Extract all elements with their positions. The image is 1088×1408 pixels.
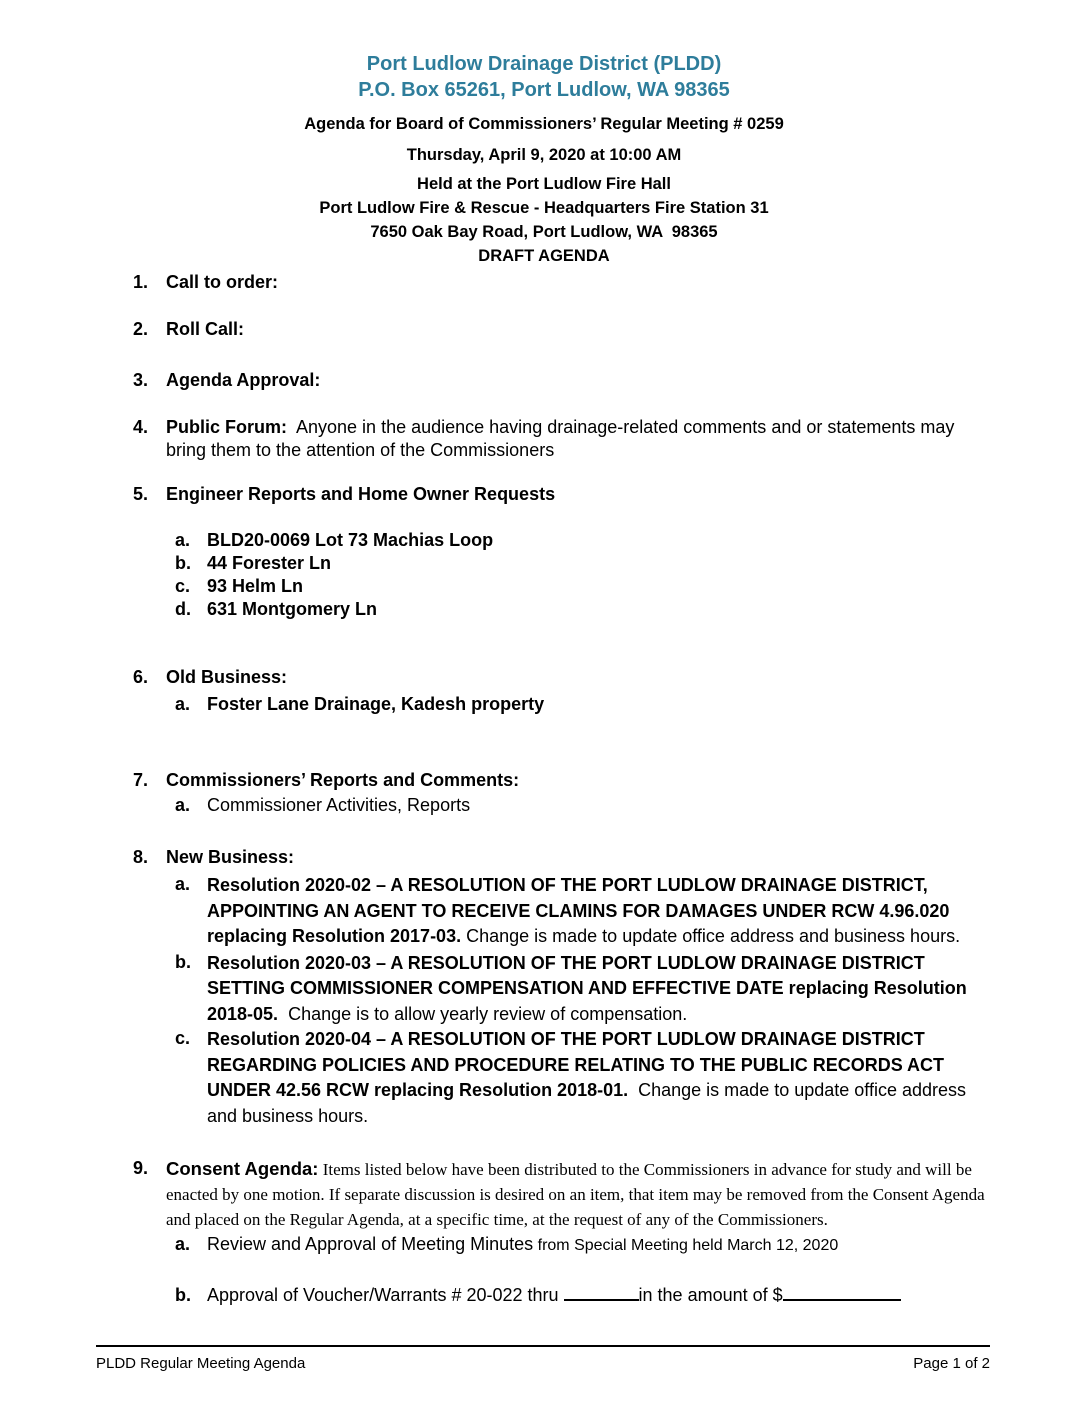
subitem-letter: c. (175, 576, 191, 596)
item-body: Anyone in the audience having drainage-related comments and or statements may bring them to the attention of the Commissioners (166, 417, 960, 460)
footer-document-title: PLDD Regular Meeting Agenda (96, 1355, 306, 1372)
agenda-item-9 (133, 1157, 1088, 1232)
fill-in-blank-amount (783, 1285, 901, 1301)
item-number: 2. (133, 319, 149, 339)
document-header (0, 0, 1088, 268)
footer-page-number: Page 1 of 2 (913, 1355, 990, 1372)
minutes-text: Review and Approval of Meeting Minutes (207, 1234, 534, 1254)
agenda-subitem-9a (175, 1233, 1088, 1257)
item-number: 4. (133, 417, 149, 437)
subitem-letter: c. (175, 1028, 191, 1048)
subitem-letter: a. (175, 874, 191, 894)
agenda-body (0, 271, 1088, 1307)
subitem-letter: a. (175, 694, 191, 714)
resolution-title: Resolution 2020-03 – A RESOLUTION OF THE PORT LUDLOW DRAINAGE DISTRICT SETTING COMMISSIONER COMPENSATION AND EFFECTIVE DATE replacing Resolution 2018-05. (207, 952, 972, 1024)
agenda-item-5-subitems (0, 529, 1088, 621)
subitem-letter: b. (175, 1285, 191, 1305)
agenda-subitem-5c (175, 575, 1088, 598)
resolution-title: Resolution 2020-02 – A RESOLUTION OF THE PORT LUDLOW DRAINAGE DISTRICT, APPOINTING AN AGENT TO RECEIVE CLAMINS FOR DAMAGES UNDER RCW 4.96.020 replacing Resolution 2017-03. (207, 875, 955, 946)
item-number: 5. (133, 484, 149, 504)
subitem-text (207, 873, 988, 950)
subitem-text: Foster Lane Drainage, Kadesh property (207, 694, 545, 714)
agenda-item-4 (133, 416, 1088, 462)
meeting-datetime: Thursday, April 9, 2020 at 10:00 AM (406, 146, 682, 164)
agenda-subitem-7a (175, 794, 1088, 817)
resolution-title: Resolution 2020-04 – A RESOLUTION OF THE PORT LUDLOW DRAINAGE DISTRICT REGARDING POLICIES AND PROCEDURE RELATING TO THE PUBLIC RECORDS ACT UNDER 42.56 RCW replacing Resolution 2018-01. (207, 1029, 950, 1100)
subitem-letter: a. (175, 795, 191, 815)
subitem-letter: b. (175, 951, 191, 972)
resolution-note: Change is made to update office address and business hours. (207, 1080, 972, 1126)
location-line-3: 7650 Oak Bay Road, Port Ludlow, WA 98365 (370, 223, 718, 241)
subitem-text: 44 Forester Ln (207, 553, 332, 573)
item-heading: Roll Call: (166, 319, 245, 339)
subitem-text: 93 Helm Ln (207, 576, 304, 596)
item-heading: Commissioners’ Reports and Comments: (166, 770, 520, 790)
fill-in-blank-warrant-number (564, 1285, 639, 1301)
voucher-text: Approval of Voucher/Warrants # 20-022 thru (207, 1285, 564, 1305)
agenda-subitem-5d (175, 598, 1088, 621)
agenda-item-5 (133, 483, 1088, 506)
subitem-letter: b. (175, 553, 191, 573)
subitem-text: BLD20-0069 Lot 73 Machias Loop (207, 530, 494, 550)
agenda-item-2 (133, 318, 1088, 341)
agenda-subitem-8b (175, 951, 1088, 1028)
item-number: 9. (133, 1158, 149, 1178)
item-heading: Consent Agenda: (166, 1158, 319, 1179)
item-text (166, 1157, 988, 1232)
resolution-note: Change is to allow yearly review of compensation. (278, 1003, 688, 1024)
item-heading: Engineer Reports and Home Owner Requests (166, 484, 556, 504)
agenda-subitem-5b (175, 552, 1088, 575)
subitem-text (207, 951, 988, 1028)
subitem-letter: a. (175, 1234, 191, 1254)
item-number: 8. (133, 847, 149, 867)
item-heading: Agenda Approval: (166, 370, 321, 390)
minutes-detail: from Special Meeting held March 12, 2020 (533, 1237, 839, 1254)
item-number: 7. (133, 770, 149, 790)
subitem-text (207, 1027, 988, 1129)
item-heading: Call to order: (166, 272, 279, 292)
subitem-text: Commissioner Activities, Reports (207, 795, 471, 815)
agenda-subitem-8a (175, 873, 1088, 950)
item-heading: New Business: (166, 847, 295, 867)
subitem-letter: d. (175, 599, 191, 619)
item-body: Items listed below have been distributed to the Commissioners in advance for study and will be enacted by one motion. If separate discussion is desired on an item, that item may be removed from the Consent Agenda and placed on the Regular Agenda, at a specific time, at the request of any of the Commissioners. (166, 1160, 989, 1229)
item-number: 1. (133, 272, 149, 292)
subitem-text (207, 1284, 988, 1307)
location-line-1: Held at the Port Ludlow Fire Hall (417, 175, 671, 193)
agenda-item-6 (133, 666, 1088, 689)
item-number: 6. (133, 667, 149, 687)
agenda-item-7 (133, 769, 1088, 792)
item-heading: Old Business: (166, 667, 288, 687)
agenda-item-8 (133, 846, 1088, 869)
agenda-subitem-6a (175, 693, 1088, 716)
meeting-title: Agenda for Board of Commissioners’ Regular Meeting # 0259 (304, 115, 784, 133)
item-text (166, 416, 986, 462)
item-number: 3. (133, 370, 149, 390)
agenda-subitem-8c (175, 1027, 1088, 1129)
org-address: P.O. Box 65261, Port Ludlow, WA 98365 (358, 79, 730, 101)
agenda-item-1 (133, 271, 1088, 294)
subitem-text (207, 1233, 988, 1257)
resolution-note: Change is made to update office address and business hours. (461, 926, 961, 946)
agenda-subitem-5a (175, 529, 1088, 552)
draft-agenda-label: DRAFT AGENDA (478, 247, 610, 265)
subitem-text: 631 Montgomery Ln (207, 599, 378, 619)
voucher-amount-text: in the amount of $ (638, 1285, 783, 1305)
org-name: Port Ludlow Drainage District (PLDD) (366, 53, 722, 75)
location-line-2: Port Ludlow Fire & Rescue - Headquarters Fire Station 31 (319, 199, 769, 217)
item-heading: Public Forum: (166, 417, 287, 437)
agenda-item-3 (133, 369, 1088, 392)
subitem-letter: a. (175, 530, 191, 550)
document-footer (96, 1345, 990, 1372)
agenda-subitem-9b (175, 1284, 1088, 1307)
